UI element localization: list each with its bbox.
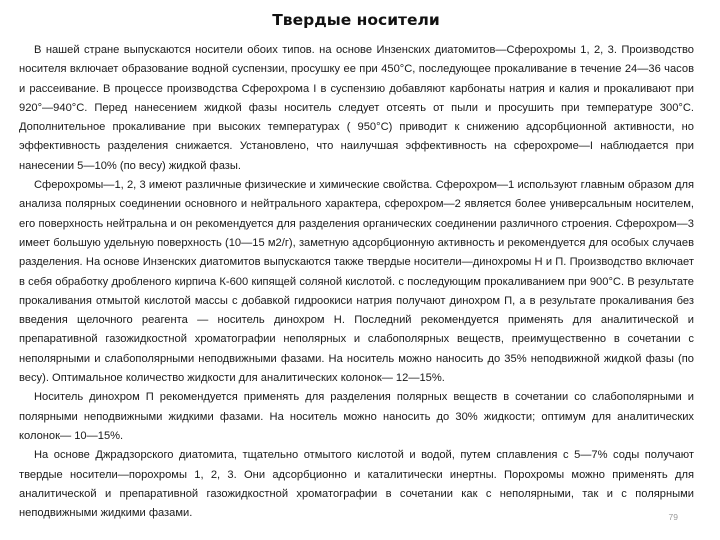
paragraph: В нашей стране выпускаются носители обоих типов. на основе Инзенских диатомитов—Сферохромы 1, 2, 3. Производство носителя включает образование водной суспензии, просушку ее при 450°С, последующее прокаливание в течение 24—36 часов и рассеивание. В процессе производства Сферохрома I в суспензию добавляют карбонаты натрия и калия и прокаливают при 920°—940°С. Перед нанесением жидкой фазы носитель следует отсеять от пыли и просушить при температуре 300°С. Дополнительное прокаливание при высоких температурах ( 950°С) приводит к снижению адсорбционной активности, но эффективность разделения снижается. Установлено, что наилучшая эффективность на сферохроме—I наблюдается при нанесении 5—10% (по весу) жидкой фазы. [19, 44, 694, 172]
paragraph: Сферохромы—1, 2, 3 имеют различные физические и химические свойства. Сферохром—1 используют главным образом для анализа полярных соединении основного и нейтрального характера, сферохром—2 является более универсальным носителем, его поверхность нейтральна и он рекомендуется для разделения органических соединении различного строения. Сферохром—3 имеет большую удельную поверхность (10—15 м2/г), заметную адсорбционную активность и рекомендуется для особых случаев разделения. На основе Инзенских диатомитов выпускаются также твердые носители—динохромы Н и П. Производство включает в себя обработку дробленого кирпича К-600 кипящей соляной кислотой. с последующим прокаливанием при 900°С. В результате прокаливания отмытой кислотой массы с добавкой гидроокиси натрия получают динохром П, а в результате прокаливания без введения щелочного реагента — носитель динохром Н. Последний рекомендуется применять для аналитической и препаративной газожидкостной хроматографии неполярных и слабополярных веществ, преимущественно в сочетании с неполярными и слабополярными неподвижными фазами. На носитель можно наносить до 35% неподвижной жидкой фазы (по весу). Оптимальное количество жидкости для аналитических колонок— 12—15%. [19, 179, 694, 385]
page-title-text: Твердые носители [272, 11, 440, 29]
page-title [0, 11, 720, 29]
paragraph: На основе Джрадзорского диатомита, тщательно отмытого кислотой и водой, путем сплавления с 5—7% соды получают твердые носители—порохромы 1, 2, 3. Они адсорбционно и каталитически инертны. Порохромы можно применять для аналитической и препаративной газожидкостной хроматографии в сочетании как с неполярными, так и с полярными неподвижными жидкими фазами. [19, 449, 694, 520]
paragraph: Носитель динохром П рекомендуется применять для разделения полярных веществ в сочетании со слабополярными и полярными неподвижными жидкими фазами. На носитель можно наносить до 30% жидкости; оптимум для аналитических колонок— 10—15%. [19, 391, 694, 442]
page-number: 79 [668, 512, 678, 522]
body-text [19, 41, 694, 523]
